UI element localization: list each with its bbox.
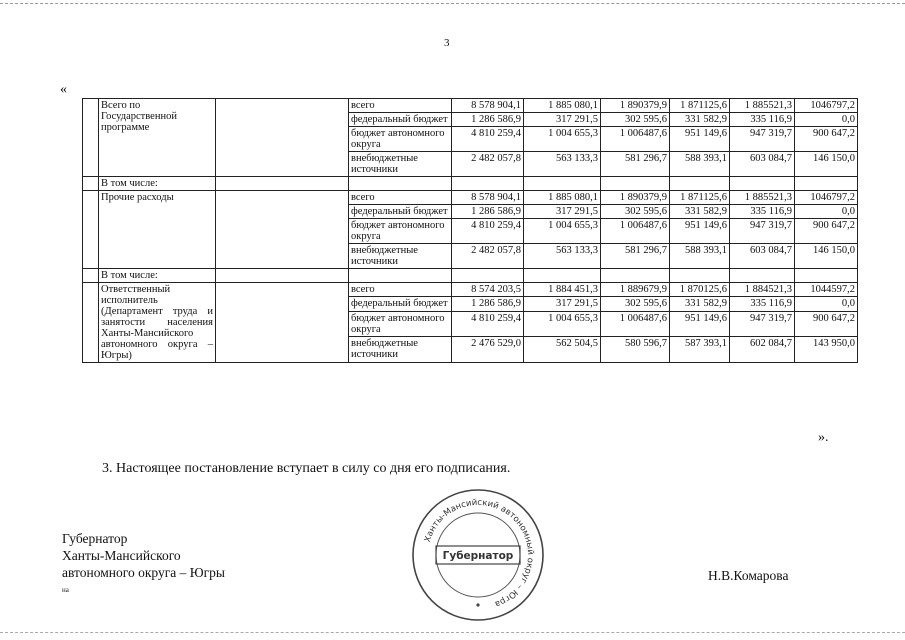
- table-cell: [216, 191, 349, 269]
- table-row: [83, 269, 858, 283]
- value-cell: 951 149,6: [670, 311, 730, 337]
- value-cell: 8 574 203,5: [452, 283, 524, 297]
- value-cell: 317 291,5: [524, 113, 601, 127]
- value-cell: 8 578 904,1: [452, 191, 524, 205]
- value-cell: 0,0: [795, 205, 858, 219]
- value-cell: 947 319,7: [730, 311, 795, 337]
- table-cell: [83, 283, 99, 363]
- source-cell: внебюджетные источники: [349, 244, 452, 269]
- value-cell: 1044597,2: [795, 283, 858, 297]
- value-cell: 1 870125,6: [670, 283, 730, 297]
- table-cell: [730, 269, 795, 283]
- value-cell: 335 116,9: [730, 205, 795, 219]
- table-cell: [524, 177, 601, 191]
- value-cell: 1 286 586,9: [452, 297, 524, 311]
- value-cell: 0,0: [795, 297, 858, 311]
- source-cell: бюджет автономного округа: [349, 219, 452, 244]
- table-cell: [601, 269, 670, 283]
- source-cell: внебюджетные источники: [349, 337, 452, 363]
- table-cell: [83, 99, 99, 177]
- value-cell: 580 596,7: [601, 337, 670, 363]
- source-cell: бюджет автономного округа: [349, 127, 452, 152]
- value-cell: 2 482 057,8: [452, 244, 524, 269]
- source-cell: федеральный бюджет: [349, 205, 452, 219]
- value-cell: 4 810 259,4: [452, 219, 524, 244]
- table-cell: [601, 177, 670, 191]
- value-cell: 588 393,1: [670, 244, 730, 269]
- value-cell: 1046797,2: [795, 191, 858, 205]
- signer-name: Н.В.Комарова: [708, 568, 789, 583]
- value-cell: 1 871125,6: [670, 99, 730, 113]
- table-cell: [216, 177, 349, 191]
- value-cell: 1 890379,9: [601, 99, 670, 113]
- table-cell: [524, 269, 601, 283]
- page-number: 3: [444, 37, 450, 49]
- value-cell: 1 889679,9: [601, 283, 670, 297]
- signer-title-line: автономного округа – Югры: [62, 565, 225, 580]
- value-cell: 1 885521,3: [730, 191, 795, 205]
- financing-table: [82, 98, 858, 363]
- value-cell: 146 150,0: [795, 152, 858, 177]
- source-cell: всего: [349, 191, 452, 205]
- closing-quote: ».: [818, 430, 829, 445]
- executor-initials: на: [62, 586, 69, 594]
- scan-edge-top: [0, 3, 905, 4]
- signer-title-line: Губернатор: [62, 531, 128, 546]
- value-cell: 302 595,6: [601, 297, 670, 311]
- value-cell: 1046797,2: [795, 99, 858, 113]
- table-cell: [795, 269, 858, 283]
- value-cell: 603 084,7: [730, 244, 795, 269]
- value-cell: 2 482 057,8: [452, 152, 524, 177]
- table-cell: [452, 269, 524, 283]
- value-cell: 2 476 529,0: [452, 337, 524, 363]
- signer-title: [62, 530, 225, 581]
- value-cell: 947 319,7: [730, 127, 795, 152]
- value-cell: 581 296,7: [601, 244, 670, 269]
- table-cell: [349, 269, 452, 283]
- value-cell: 1 004 655,3: [524, 219, 601, 244]
- value-cell: 562 504,5: [524, 337, 601, 363]
- value-cell: 331 582,9: [670, 205, 730, 219]
- value-cell: 143 950,0: [795, 337, 858, 363]
- official-seal: [408, 485, 548, 625]
- value-cell: 947 319,7: [730, 219, 795, 244]
- value-cell: 317 291,5: [524, 205, 601, 219]
- value-cell: 146 150,0: [795, 244, 858, 269]
- effective-date-clause: 3. Настоящее постановление вступает в силу со дня его подписания.: [102, 461, 511, 476]
- value-cell: 331 582,9: [670, 113, 730, 127]
- seal-dot: [476, 603, 479, 606]
- table-row: [83, 99, 858, 113]
- table-cell: [670, 177, 730, 191]
- table-cell: [216, 99, 349, 177]
- value-cell: 1 006487,6: [601, 219, 670, 244]
- value-cell: 1 884521,3: [730, 283, 795, 297]
- opening-quote: «: [60, 82, 67, 97]
- value-cell: 317 291,5: [524, 297, 601, 311]
- value-cell: 587 393,1: [670, 337, 730, 363]
- value-cell: 603 084,7: [730, 152, 795, 177]
- value-cell: 1 885 080,1: [524, 99, 601, 113]
- table-cell: [795, 177, 858, 191]
- value-cell: 563 133,3: [524, 244, 601, 269]
- section-subheading: В том числе:: [99, 269, 216, 283]
- source-cell: всего: [349, 99, 452, 113]
- table-cell: [670, 269, 730, 283]
- table-cell: [349, 177, 452, 191]
- table-cell: [216, 269, 349, 283]
- source-cell: федеральный бюджет: [349, 297, 452, 311]
- value-cell: 900 647,2: [795, 311, 858, 337]
- signer-title-line: Ханты-Мансийского: [62, 548, 181, 563]
- table-row: [83, 191, 858, 205]
- value-cell: 1 885521,3: [730, 99, 795, 113]
- table-cell: [83, 177, 99, 191]
- section-subheading: В том числе:: [99, 177, 216, 191]
- value-cell: 951 149,6: [670, 127, 730, 152]
- source-cell: федеральный бюджет: [349, 113, 452, 127]
- value-cell: 1 004 655,3: [524, 127, 601, 152]
- section-title: Всего по Государственной программе: [99, 99, 216, 177]
- value-cell: 602 084,7: [730, 337, 795, 363]
- value-cell: 1 006487,6: [601, 127, 670, 152]
- value-cell: 1 286 586,9: [452, 205, 524, 219]
- table-row: [83, 283, 858, 297]
- value-cell: 331 582,9: [670, 297, 730, 311]
- value-cell: 335 116,9: [730, 297, 795, 311]
- table-cell: [83, 191, 99, 269]
- value-cell: 302 595,6: [601, 205, 670, 219]
- value-cell: 588 393,1: [670, 152, 730, 177]
- value-cell: 1 884 451,3: [524, 283, 601, 297]
- value-cell: 563 133,3: [524, 152, 601, 177]
- value-cell: 4 810 259,4: [452, 311, 524, 337]
- source-cell: бюджет автономного округа: [349, 311, 452, 337]
- value-cell: 1 890379,9: [601, 191, 670, 205]
- value-cell: 1 885 080,1: [524, 191, 601, 205]
- value-cell: 1 286 586,9: [452, 113, 524, 127]
- seal-ring-text: Ханты-Мансийский автономный округ – Югра: [422, 497, 536, 609]
- value-cell: 1 004 655,3: [524, 311, 601, 337]
- value-cell: 8 578 904,1: [452, 99, 524, 113]
- value-cell: 581 296,7: [601, 152, 670, 177]
- table-cell: [83, 269, 99, 283]
- scan-edge-bottom: [0, 632, 905, 633]
- value-cell: 335 116,9: [730, 113, 795, 127]
- table-cell: [216, 283, 349, 363]
- table-row: [83, 177, 858, 191]
- value-cell: 1 871125,6: [670, 191, 730, 205]
- value-cell: 1 006487,6: [601, 311, 670, 337]
- source-cell: всего: [349, 283, 452, 297]
- value-cell: 4 810 259,4: [452, 127, 524, 152]
- value-cell: 951 149,6: [670, 219, 730, 244]
- value-cell: 0,0: [795, 113, 858, 127]
- value-cell: 302 595,6: [601, 113, 670, 127]
- section-title: Ответственный исполнитель (Департамент труда и занятости населения Ханты-Мансийского автономного округа – Югры): [99, 283, 216, 363]
- section-title: Прочие расходы: [99, 191, 216, 269]
- table-cell: [452, 177, 524, 191]
- value-cell: 900 647,2: [795, 219, 858, 244]
- table-cell: [730, 177, 795, 191]
- source-cell: внебюджетные источники: [349, 152, 452, 177]
- value-cell: 900 647,2: [795, 127, 858, 152]
- seal-center-text: Губернатор: [442, 550, 514, 562]
